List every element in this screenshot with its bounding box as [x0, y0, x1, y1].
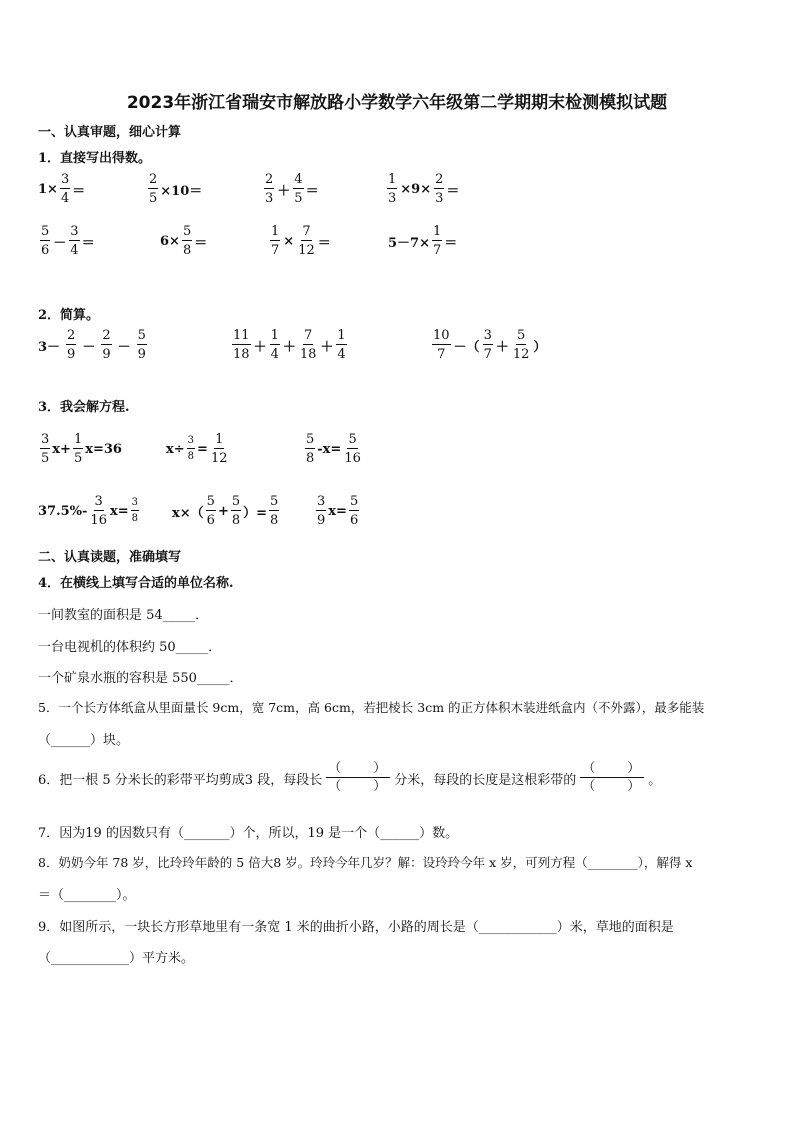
- q9-line-2: （____________）平方米。: [38, 951, 195, 966]
- q5-line-2: （______）块。: [38, 733, 130, 748]
- q1-expr-8: 5－7× $\frac{1}{7}$ ＝: [388, 224, 458, 258]
- q9-line-1: 9．如图所示，一块长方形草地里有一条宽 1 米的曲折小路，小路的周长是（____________）米，草地的面积是: [38, 920, 674, 935]
- q6-blank-fraction-1: $\frac{( )}{( )}$: [328, 761, 389, 795]
- question-7: 7．因为19 的因数只有（_______）个，所以，19 是一个（______）数。: [38, 826, 459, 841]
- page-title: 2023年浙江省瑞安市解放路小学数学六年级第二学期期末检测模拟试题: [126, 93, 668, 113]
- question-6: 6．把一根 5 分米长的彩带平均剪成3 段，每段长 $\frac{( )}{( )}$ 分米，每段的长度是这根彩带的 $\frac{( )}{( )}$ 。: [38, 761, 662, 795]
- q1-expr-5: $\frac{5}{6}$ － $\frac{3}{4}$ ＝: [41, 224, 95, 258]
- section-heading-2: 二、认真读题，准确填写: [38, 550, 182, 565]
- q1-expr-2: $\frac{2}{5}$ ×10＝: [149, 172, 203, 206]
- q2-expr-3: $\frac{10}{7}$ －（ $\frac{3}{7}$ ＋ $\frac{5}{12}$ ）: [433, 328, 547, 362]
- q3-equation-5: x×（ $\frac{5}{6}$ + $\frac{5}{8}$ ）= $\frac{5}{8}$: [172, 494, 279, 528]
- q4-line-2: 一台电视机的体积约 50_____．: [38, 640, 222, 655]
- question-1-label: 1．直接写出得数。: [38, 151, 152, 166]
- q2-expr-2: $\frac{11}{18}$ ＋ $\frac{1}{4}$ ＋ $\frac{7}{18}$ ＋ $\frac{1}{4}$: [233, 328, 346, 362]
- q6-blank-fraction-2: $\frac{( )}{( )}$: [582, 761, 643, 795]
- q4-line-1: 一间教室的面积是 54_____．: [38, 608, 209, 623]
- q3-equation-2: x÷ $\frac{3}{8}$ = $\frac{1}{12}$: [166, 432, 228, 466]
- q3-equation-6: $\frac{3}{9}$ x= $\frac{5}{6}$: [317, 494, 359, 528]
- section-heading-1: 一、认真审题，细心计算: [38, 125, 182, 140]
- question-2-label: 2．简算。: [38, 308, 100, 323]
- q4-line-3: 一个矿泉水瓶的容积是 550_____．: [38, 671, 243, 686]
- q3-equation-4: 37.5%- $\frac{3}{16}$ x= $\frac{3}{8}$: [38, 494, 138, 528]
- question-4-label: 4．在横线上填写合适的单位名称.: [38, 576, 234, 591]
- q1-expr-1: 1× $\frac{3}{4}$ ＝: [38, 172, 86, 206]
- q8-line-1: 8．奶奶今年 78 岁，比玲玲年龄的 5 倍大8 岁。玲玲今年几岁？解：设玲玲今年 x 岁，可列方程（________），解得 x: [38, 855, 693, 870]
- q3-equation-1: $\frac{3}{5}$ x+ $\frac{1}{5}$ x=36: [41, 432, 122, 466]
- q1-expr-6: 6× $\frac{5}{8}$ ＝: [160, 224, 208, 258]
- q2-expr-1: 3－ $\frac{2}{9}$ － $\frac{2}{9}$ － $\frac{5}{9}$: [38, 328, 146, 362]
- q3-equation-3: $\frac{5}{8}$ -x= $\frac{5}{16}$: [306, 432, 361, 466]
- q1-expr-4: $\frac{1}{3}$ ×9× $\frac{2}{3}$ ＝: [388, 172, 460, 206]
- question-3-label: 3．我会解方程.: [38, 400, 130, 415]
- q5-line-1: 5．一个长方体纸盒从里面量长 9cm，宽 7cm，高 6cm，若把棱长 3cm 的正方体积木装进纸盒内（不外露），最多能装: [38, 700, 705, 715]
- q1-expr-7: $\frac{1}{7}$ × $\frac{7}{12}$ ＝: [271, 224, 331, 258]
- q8-line-2: ＝（________）。: [38, 888, 136, 903]
- q1-expr-3: $\frac{2}{3}$ ＋ $\frac{4}{5}$ ＝: [265, 172, 319, 206]
